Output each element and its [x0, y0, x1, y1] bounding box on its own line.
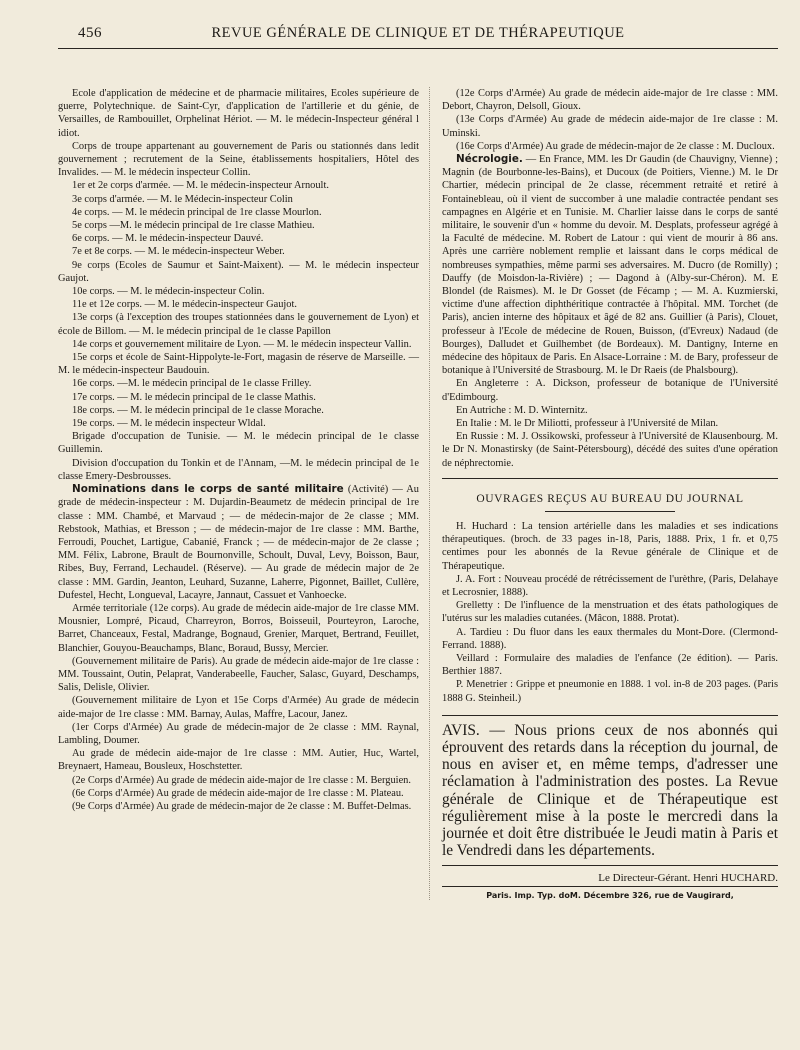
- paragraph-text: Grelletty : De l'influence de la menstruation et des états pathologiques de l'utérus sur les maladies cutanées. (Mâcon, 1888. Protat).: [442, 600, 778, 625]
- paragraph-text: 18e corps. — M. le médecin principal de 1e classe Morache.: [72, 404, 324, 416]
- two-column-body: [58, 87, 778, 900]
- paragraph-heading: Nécrologie.: [456, 153, 523, 166]
- paragraph: [58, 377, 419, 390]
- paragraph-text: 1er et 2e corps d'armée. — M. le médecin-inspecteur Arnoult.: [72, 180, 329, 192]
- paragraph: [442, 377, 778, 403]
- paragraph: [442, 87, 778, 113]
- title-flourish: [545, 511, 675, 512]
- paragraph: [58, 602, 419, 655]
- paragraph: [442, 153, 778, 377]
- paragraph-text: Division d'occupation du Tonkin et de l'Annam, —M. le médecin principal de 1e classe Emery-Desbrousses.: [58, 457, 419, 482]
- books-section-title: OUVRAGES REÇUS AU BUREAU DU JOURNAL: [476, 492, 744, 505]
- paragraph-text: 6e corps. — M. le médecin-inspecteur Dauvé.: [72, 233, 264, 245]
- paragraph-text: 19e corps. — M. le médecin inspecteur Wldal.: [72, 418, 266, 430]
- paragraph-text: Brigade d'occupation de Tunisie. — M. le médecin principal de 1e classe Guillemin.: [58, 431, 419, 456]
- paragraph: [442, 140, 778, 153]
- paragraph: [58, 655, 419, 695]
- paragraph: [442, 652, 778, 678]
- paragraph: [58, 311, 419, 337]
- paragraph: [58, 219, 419, 232]
- paragraph: [442, 599, 778, 625]
- paragraph-text: (Gouvernement militaire de Paris). Au grade de médecin aide-major de 1re classe : MM. Toussaint, Outin, Pelaprat, Vanderabeelle, Faucher, Salasc, Guyard, Deschamps, Salis, Delisle, Olivier.: [58, 655, 419, 694]
- paragraph: [58, 193, 419, 206]
- paragraph: [58, 391, 419, 404]
- paragraph-heading: Nominations dans le corps de santé militaire: [72, 483, 344, 496]
- paragraph-text: Au grade de médecin aide-major de 1re classe : MM. Autier, Huc, Wartel, Breynaert, Hameau, Bousleux, Hoschstetter.: [58, 748, 419, 773]
- printer-imprint: Paris. Imp. Typ. doM. Décembre 326, rue de Vaugirard,: [486, 891, 734, 901]
- paragraph-text: 5e corps —M. le médecin principal de 1re classe Mathieu.: [72, 220, 315, 232]
- page-number: 456: [78, 25, 102, 41]
- paragraph-text: J. A. Fort : Nouveau procédé de rétrécissement de l'urèthre, (Paris, Delahaye et Lecrosnier, 1888).: [442, 573, 778, 598]
- paragraph-text: En Angleterre : A. Dickson, professeur de botanique de l'Université d'Edimbourg.: [442, 378, 778, 403]
- paragraph: [58, 140, 419, 180]
- right-column-paragraphs: [442, 87, 778, 470]
- paragraph: [58, 483, 419, 602]
- paragraph: [442, 430, 778, 470]
- paragraph-text: A. Tardieu : Du fluor dans les eaux thermales du Mont-Dore. (Clermond-Ferrand. 1888).: [442, 626, 778, 651]
- paragraph: [58, 179, 419, 192]
- paragraph: [58, 774, 419, 787]
- paragraph: [58, 721, 419, 747]
- paragraph: [58, 457, 419, 483]
- paragraph: [58, 694, 419, 720]
- paragraph-text: 14e corps et gouvernement militaire de Lyon. — M. le médecin inspecteur Vallin.: [72, 338, 412, 350]
- paragraph: [58, 800, 419, 813]
- paragraph: [58, 338, 419, 351]
- paragraph: [442, 113, 778, 139]
- paragraph: [58, 232, 419, 245]
- paragraph-text: P. Menetrier : Grippe et pneumonie en 1888. 1 vol. in-8 de 203 pages. (Paris 1888 G. Steinheil.): [442, 679, 778, 704]
- paragraph-text: En Italie : M. le Dr Miliotti, professeur à l'Université de Milan.: [456, 418, 719, 430]
- left-column: [58, 87, 430, 900]
- section-divider: [442, 478, 778, 479]
- notice-box: [442, 715, 778, 867]
- paragraph: [58, 787, 419, 800]
- paragraph: [58, 351, 419, 377]
- notice-text: AVIS. — Nous prions ceux de nos abonnés qui éprouvent des retards dans la réception du journal, de nous en aviser et, en même temps, d'adresser une réclamation à l'administration des postes. La Revue générale de Clinique et de Thérapeutique est régulièrement mise à la poste le mercredi dans la journée et doit être distribuée le Jeudi matin à Paris et le Vendredi dans les départements.: [442, 721, 778, 860]
- paragraph-text: (6e Corps d'Armée) Au grade de médecin aide-major de 1re classe : M. Plateau.: [72, 787, 404, 799]
- paragraph: [442, 520, 778, 573]
- paragraph-text: (1er Corps d'Armée) Au grade de médecin-major de 2e classe : MM. Raynal, Lambling, Doumer.: [58, 721, 419, 746]
- paragraph-text: (Gouvernement militaire de Lyon et 15e Corps d'Armée) Au grade de médecin aide-major de 1re classe : MM. Barnay, Aulas, Maffre, Lacour, Janez.: [58, 695, 419, 720]
- journal-title: REVUE GÉNÉRALE DE CLINIQUE ET DE THÉRAPEUTIQUE: [211, 24, 625, 41]
- paragraph-text: Ecole d'application de médecine et de pharmacie militaires, Ecoles supérieure de guerre, Polytechnique. de Saint-Cyr, d'application de l'artillerie et du génie, de Versailles, de Rambouillet, Orphelinat Hériot. — M. le médecin-Inspecteur général l idiot.: [58, 88, 419, 139]
- paragraph: [58, 87, 419, 140]
- paragraph: [58, 417, 419, 430]
- paragraph-text: 11e et 12e corps. — M. le médecin-inspecteur Gaujot.: [72, 299, 297, 311]
- running-head: [58, 18, 778, 49]
- paragraph-text: (Activité) — Au grade de médecin-inspecteur : M. Dujardin-Beaumetz de médecin principal de 1re classe : MM. Chambé, et Marvaud ; — de médecin-major de 2e classe ; MM. Rebstook, Mathias, et Bresson ; — de médecin-major de 1re classe : MM. Barthe, Ferroudi, Pouchet, Lartigue, Cabanié, Franck ; — de médecin-major de 2e classe ; MM. Félix, Labrone, Brault de Bournonville, Schoult, Duval, Levy, Boisson, Baur, Ribes, Buy, Ferrand, Lechaudel. (Réserve). — Au grade de médecin major de 2e classe : MM. Gardin, Jeanton, Leuhard, Suzanne, Laherre, Pigonnet, Baillet, Cullère, Dufestel, Hecht, Longueval, Lacayre, Jannaut, Cassuet et Vanhoecke.: [58, 484, 420, 601]
- books-list: [442, 520, 778, 705]
- paragraph: [58, 206, 419, 219]
- paragraph: [58, 747, 419, 773]
- paragraph-text: (9e Corps d'Armée) Au grade de médecin-major de 2e classe : M. Buffet-Delmas.: [72, 800, 412, 812]
- paragraph-text: (12e Corps d'Armée) Au grade de médecin aide-major de 1re classe : MM. Debort, Chayron, Delsoll, Gioux.: [442, 88, 778, 113]
- paragraph-text: 17e corps. — M. le médecin principal de 1e classe Mathis.: [72, 391, 316, 403]
- paragraph: [58, 259, 419, 285]
- paragraph: [442, 417, 778, 430]
- paragraph-text: Corps de troupe appartenant au gouvernement de Paris ou stationnés dans ledit gouvernement ; recrutement de la Seine, établissements hospitaliers, Hôtel des Invalides. — M. le médecin inspecteur Collin.: [58, 140, 419, 179]
- paragraph-text: 16e corps. —M. le médecin principal de 1e classe Frilley.: [72, 378, 312, 390]
- right-column: [430, 87, 778, 900]
- paragraph: [58, 404, 419, 417]
- paragraph: [442, 573, 778, 599]
- paragraph-text: 9e corps (Ecoles de Saumur et Saint-Maixent). — M. le médecin inspecteur Gaujot.: [58, 259, 419, 284]
- paragraph-text: (2e Corps d'Armée) Au grade de médecin aide-major de 1re classe : M. Berguien.: [72, 774, 411, 786]
- paragraph-text: En Autriche : M. D. Winternitz.: [456, 404, 588, 416]
- paragraph-text: (13e Corps d'Armée) Au grade de médecin aide-major de 1re classe : M. Uminski.: [442, 114, 778, 139]
- paragraph: [58, 430, 419, 456]
- paragraph-text: 4e corps. — M. le médecin principal de 1re classe Mourlon.: [72, 206, 322, 218]
- paragraph-text: 15e corps et école de Saint-Hippolyte-le-Fort, magasin de réserve de Marseille. — M. le médecin-inspecteur Baudouin.: [58, 352, 419, 377]
- paragraph: [58, 298, 419, 311]
- paragraph-text: En Russie : M. J. Ossikowski, professeur à l'Université de Klausenbourg. M. le Dr N. Monastirsky (de Saint-Pétersbourg), décédé des suites d'une opération de néphrectomie.: [442, 431, 778, 469]
- paragraph-text: H. Huchard : La tension artérielle dans les maladies et ses indications thérapeutiques. (broch. de 33 pages in-18, Paris, 1888. Prix, 1 fr. et 0,75 centimes pour les abonnés de la Revue générale de Clinique et de Thérapeutique.: [442, 520, 778, 572]
- paragraph: [58, 245, 419, 258]
- paragraph-text: — En France, MM. les Dr Gaudin (de Chauvigny, Vienne) ; Magnin (de Bourbonne-les-Bains), et Ducoux (de Poitiers, Vienne.) M. le Dr Chartier, médecin principal de 2e classe, récemment retraité et retiré à Fontainebleau, où il vient de succomber à une maladie contractée pendant ses campagnes en Algérie et en Tunisie. M. Charlier laisse dans le corps de santé militaire, le souvenir d'un « homme du devoir. M. Desplats, professeur agrégé à la Faculté de médecine. M. Robert de Latour : qui vient de mourir à 86 ans. Après une carrière noblement remplie et laissant dans le corps médical de nombreuses sympathies, même parmi ses adversaires. M. Ducro (de Romilly) ; Dauffy (de Moisdon-la-Rivière) ; — Dagond à (Alby-sur-Chéron). M. E Blondel (de Raismes). M. le Dr Gosset (de Fécamp ; — M. A. Kuzmierski, victime d'une affection diphthéritique contractée à l'hôpital. MM. Torchet (de Paris), ancien interne des hôpitaux et âgé de 82 ans. Guillier (à Paris), Clouet, professeur à l'Ecole de médecine de Rouen, Buisson, (d'Evreux) Nadaud (de Bourges), Dalludet et Guilhembet (de Bordeaux). M. Dantigny, Interne en médecine des hôpitaux de Paris. En Alsace-Lorraine : M. de Bary, professeur de botanique à l'Université de Strasbourg. M. le Dr Raeis (de Phalsbourg).: [442, 154, 778, 377]
- paragraph-text: Armée territoriale (12e corps). Au grade de médecin aide-major de 1re classe MM. Mousnier, Lompré, Picaud, Charreyron, Borros, Boisseuil, Pourteyron, Laroche, Barret, Chanceaux, Festal, Madrange, Bognaud, Grenier, Marquet, Bertrand, Feuillet, Blanchier, Gouyou-Beauchamps, Blanc, Boraud, Bussy, Mercier.: [58, 602, 419, 654]
- paragraph-text: 10e corps. — M. le médecin-inspecteur Colin.: [72, 286, 265, 298]
- paragraph: [58, 285, 419, 298]
- paragraph-text: Veillard : Formulaire des maladies de l'enfance (2e édition). — Paris. Berthier 1887.: [442, 652, 778, 678]
- director-signature: Le Directeur-Gérant. Henri HUCHARD.: [442, 872, 778, 887]
- paragraph-text: 13e corps (à l'exception des troupes stationnées dans le gouvernement de Lyon) et école de Billom. — M. le médecin principal de 1e classe Papillon: [58, 312, 419, 337]
- paragraph-text: 3e corps d'armée. — M. le Médecin-inspecteur Colin: [72, 193, 293, 205]
- paragraph: [442, 678, 778, 704]
- paragraph-text: (16e Corps d'Armée) Au grade de médecin-major de 2e classe : M. Ducloux.: [456, 140, 775, 152]
- paragraph: [442, 626, 778, 652]
- paragraph-text: 7e et 8e corps. — M. le médecin-inspecteur Weber.: [72, 246, 285, 258]
- paragraph: [442, 404, 778, 417]
